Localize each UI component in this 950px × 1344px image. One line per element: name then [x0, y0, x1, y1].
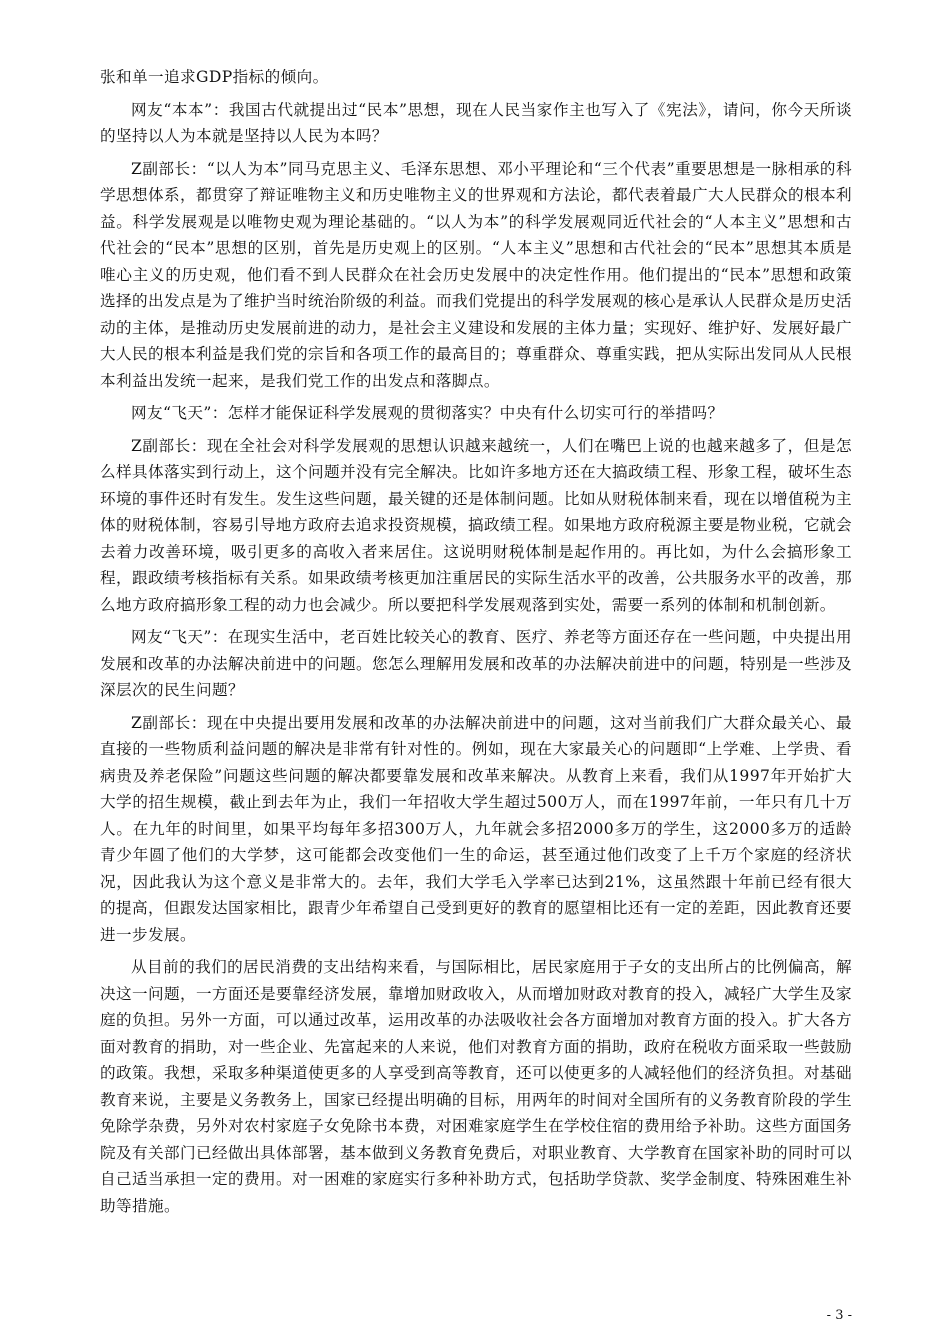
paragraph-vice-minister-answer-2: Z副部长：现在全社会对科学发展观的思想认识越来越统一，人们在嘴巴上说的也越来越多了，但是怎么样具体落实到行动上，这个问题并没有完全解决。比如许多地方还在大搞政绩工程、形象工程，破坏生态环境的事件还时有发生。发生这些问题，最关键的还是体制问题。比如从财税体制来看，现在以增值税为主体的财税体制，容易引导地方政府去追求投资规模，搞政绩工程。如果地方政府税源主要是物业税，它就会去着力改善环境，吸引更多的高收入者来居住。这说明财税体制是起作用的。再比如，为什么会搞形象工程，跟政绩考核指标有关系。如果政绩考核更加注重居民的实际生活水平的改善，公共服务水平的改善，那么地方政府搞形象工程的动力也会减少。所以要把科学发展观落到实处，需要一系列的体制和机制创新。	[100, 436, 852, 614]
page-number: - 3 -	[826, 1308, 852, 1323]
paragraph-vice-minister-answer-3: Z副部长：现在中央提出要用发展和改革的办法解决前进中的问题，这对当前我们广大群众最关心、最直接的一些物质利益问题的解决是非常有针对性的。例如，现在大家最关心的问题即“上学难、上学贵、看病贵及养老保险”问题这些问题的解决都要靠发展和改革来解决。从教育上来看，我们从1997年开始扩大大学的招生规模，截止到去年为止，我们一年招收大学生超过500万人，而在1997年前，一年只有几十万人。在九年的时间里，如果平均每年多招300万人，九年就会多招2000多万的学生，这2000多万的适龄青少年圆了他们的大学梦，这可能都会改变他们一生的命运，甚至通过他们改变了上千万个家庭的经济状况，因此我认为这个意义是非常大的。去年，我们大学毛入学率已达到21%，这虽然跟十年前已经有很大的提高，但跟发达国家相比，跟青少年希望自己受到更好的教育的愿望相比还有一定的差距，因此教育还要进一步发展。	[100, 713, 852, 944]
paragraph-netizen-feitian-question-1: 网友“飞天”：怎样才能保证科学发展观的贯彻落实？中央有什么切实可行的举措吗？	[131, 404, 724, 422]
document-body	[100, 64, 852, 1225]
paragraph-continuation: 张和单一追求GDP指标的倾向。	[100, 68, 329, 86]
paragraph-vice-minister-answer-3-continued: 从目前的我们的居民消费的支出结构来看，与国际相比，居民家庭用于子女的支出所占的比例偏高，解决这一问题，一方面还是要靠经济发展，靠增加财政收入，从而增加财政对教育的投入，减轻广大学生及家庭的负担。另外一方面，可以通过改革，运用改革的办法吸收社会各方面增加对教育方面的投入。扩大各方面对教育的捐助，对一些企业、先富起来的人来说，他们对教育方面的捐助，政府在税收方面采取一些鼓励的政策。我想，采取多种渠道使更多的人享受到高等教育，还可以使更多的人减轻他们的经济负担。对基础教育来说，主要是义务教务上，国家已经提出明确的目标，用两年的时间对全国所有的义务教育阶段的学生免除学杂费，另外对农村家庭子女免除书本费，对困难家庭学生在学校住宿的费用给予补助。这些方面国务院及有关部门已经做出具体部署，基本做到义务教育免费后，对职业教育、大学教育在国家补助的同时可以自己适当承担一定的费用。对一困难的家庭实行多种补助方式，包括助学贷款、奖学金制度、特殊困难生补助等措施。	[100, 958, 852, 1215]
paragraph-vice-minister-answer-1: Z副部长：“以人为本”同马克思主义、毛泽东思想、邓小平理论和“三个代表”重要思想是一脉相承的科学思想体系，都贯穿了辩证唯物主义和历史唯物主义的世界观和方法论，都代表着最广大人民群众的根本利益。科学发展观是以唯物史观为理论基础的。“以人为本”的科学发展观同近代社会的“人本主义”思想和古代社会的“民本”思想的区别，首先是历史观上的区别。“人本主义”思想和古代社会的“民本”思想其本质是唯心主义的历史观，他们看不到人民群众在社会历史发展中的决定性作用。他们提出的“民本”思想和政策选择的出发点是为了维护当时统治阶级的利益。而我们党提出的科学发展观的核心是承认人民群众是历史活动的主体，是推动历史发展前进的动力，是社会主义建设和发展的主体力量；实现好、维护好、发展好最广大人民的根本利益是我们党的宗旨和各项工作的最高目的；尊重群众、尊重实践，把从实际出发同从人民根本利益出发统一起来，是我们党工作的出发点和落脚点。	[100, 159, 852, 390]
paragraph-netizen-feitian-question-2: 网友“飞天”：在现实生活中，老百姓比较关心的教育、医疗、养老等方面还存在一些问题，中央提出用发展和改革的办法解决前进中的问题。您怎么理解用发展和改革的办法解决前进中的问题，特别是一些涉及深层次的民生问题？	[100, 628, 852, 699]
paragraph-netizen-benben-question: 网友“本本”：我国古代就提出过“民本”思想，现在人民当家作主也写入了《宪法》，请问，你今天所谈的坚持以人为本就是坚持以人民为本吗？	[100, 100, 852, 145]
